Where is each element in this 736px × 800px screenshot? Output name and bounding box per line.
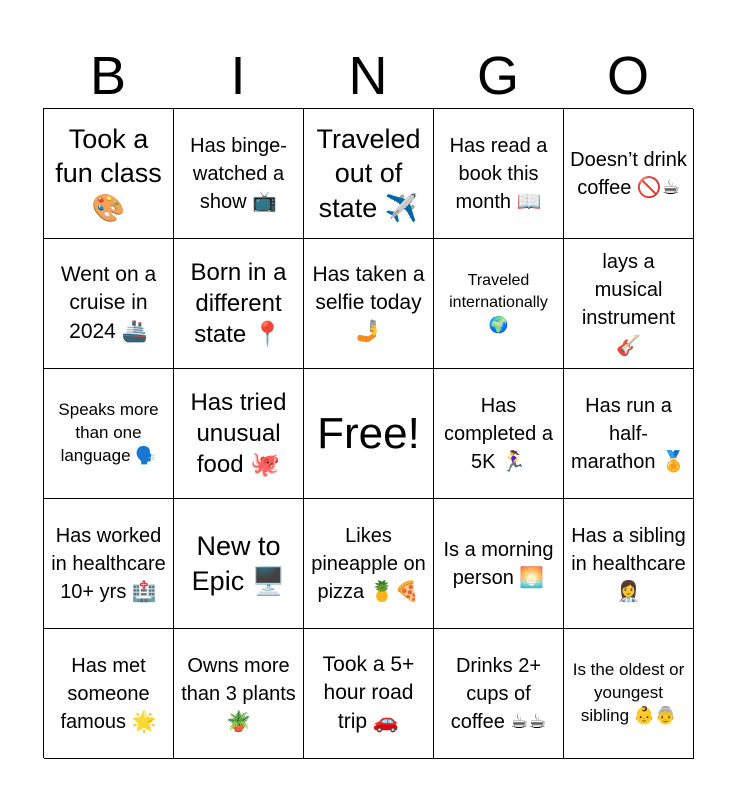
bingo-cell-r4-c4[interactable] [434, 499, 564, 629]
cell-label: Has a sibling in healthcare 👩‍⚕️ [571, 524, 686, 603]
bingo-cell-r1-c4[interactable] [434, 109, 564, 239]
cell-label: Has taken a selfie today 🤳 [312, 262, 425, 343]
bingo-cell-r2-c3[interactable] [304, 239, 434, 369]
cell-label: Has met someone famous 🌟 [60, 654, 157, 733]
cell-label: Is the oldest or youngest sibling 👶👵 [572, 660, 685, 725]
bingo-cell-r4-c5[interactable] [564, 499, 694, 629]
bingo-cell-r5-c5[interactable] [564, 629, 694, 759]
header-letter-n: N [348, 46, 388, 106]
cell-label: Doesn’t drink coffee 🚫☕ [570, 148, 687, 199]
cell-label: Born in a different state 📍 [190, 258, 287, 349]
bingo-cell-r1-c2[interactable] [174, 109, 304, 239]
bingo-cell-r5-c4[interactable] [434, 629, 564, 759]
cell-label: Traveled out of state ✈️ [316, 123, 421, 223]
bingo-cell-r3-c2[interactable] [174, 369, 304, 499]
bingo-cell-r3-c1[interactable] [44, 369, 174, 499]
bingo-cell-r5-c3[interactable] [304, 629, 434, 759]
cell-label: Went on a cruise in 2024 🚢 [60, 262, 157, 343]
cell-label: Drinks 2+ cups of coffee ☕☕ [450, 654, 547, 733]
cell-label: Speaks more than one language 🗣️ [58, 400, 159, 465]
cell-label: New to Epic 🖥️ [191, 530, 286, 596]
header-letter-i: I [230, 46, 246, 106]
bingo-cell-r2-c2[interactable] [174, 239, 304, 369]
cell-label: Is a morning person 🌅 [443, 538, 554, 589]
bingo-cell-r4-c1[interactable] [44, 499, 174, 629]
cell-label: Has run a half-marathon 🏅 [571, 394, 686, 473]
bingo-cell-r2-c1[interactable] [44, 239, 174, 369]
bingo-header [43, 44, 693, 108]
cell-label: Owns more than 3 plants 🪴 [181, 654, 296, 733]
cell-label: Has worked in healthcare 10+ yrs 🏥 [51, 524, 166, 603]
bingo-cell-r5-c2[interactable] [174, 629, 304, 759]
bingo-cell-r4-c3[interactable] [304, 499, 434, 629]
bingo-cell-r1-c3[interactable] [304, 109, 434, 239]
cell-label: Has completed a 5K 🏃‍♀️ [444, 394, 553, 473]
bingo-cell-r1-c5[interactable] [564, 109, 694, 239]
bingo-cell-free[interactable] [304, 369, 434, 499]
bingo-cell-r3-c5[interactable] [564, 369, 694, 499]
header-letter-o: O [606, 46, 649, 106]
bingo-cell-r2-c4[interactable] [434, 239, 564, 369]
cell-label: Has read a book this month 📖 [449, 134, 548, 213]
cell-label: Likes pineapple on pizza 🍍🍕 [311, 524, 426, 603]
cell-label: Has binge-watched a show 📺 [190, 134, 287, 213]
cell-label: Traveled internationally 🌍 [449, 271, 548, 334]
cell-label: Took a 5+ hour road trip 🚗 [322, 652, 415, 733]
free-space-label: Free! [317, 408, 420, 458]
bingo-grid [43, 108, 693, 758]
bingo-cell-r3-c4[interactable] [434, 369, 564, 499]
cell-label: Took a fun class 🎨 [55, 123, 162, 223]
bingo-cell-r1-c1[interactable] [44, 109, 174, 239]
header-letter-b: B [89, 46, 127, 106]
cell-label: Has tried unusual food 🐙 [190, 388, 287, 479]
header-letter-g: G [476, 46, 519, 106]
bingo-cell-r4-c2[interactable] [174, 499, 304, 629]
cell-label: lays a musical instrument 🎸 [581, 250, 676, 357]
bingo-cell-r2-c5[interactable] [564, 239, 694, 369]
bingo-cell-r5-c1[interactable] [44, 629, 174, 759]
